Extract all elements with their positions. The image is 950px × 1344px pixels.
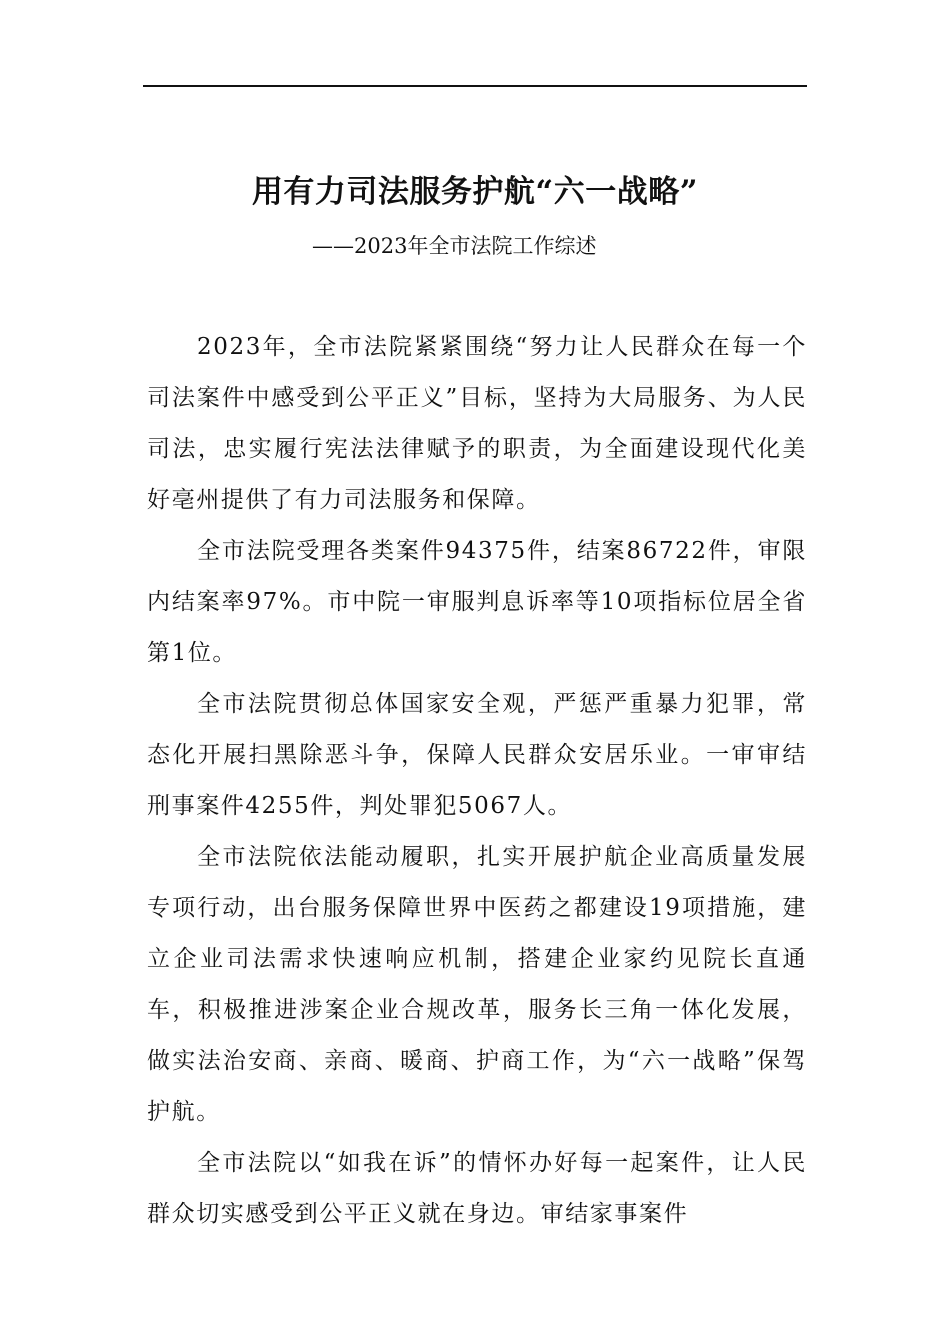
header-rule xyxy=(143,85,807,87)
document-body xyxy=(147,322,807,1240)
paragraph: 全市法院贯彻总体国家安全观，严惩严重暴力犯罪，常态化开展扫黑除恶斗争，保障人民群众安居乐业。一审审结刑事案件4255件，判处罪犯5067人。 xyxy=(147,691,807,819)
subtitle-text: ——2023年全市法院工作综述 xyxy=(312,234,597,258)
paragraph: 全市法院依法能动履职，扎实开展护航企业高质量发展专项行动，出台服务保障世界中医药之都建设19项措施，建立企业司法需求快速响应机制，搭建企业家约见院长直通车，积极推进涉案企业合规改革，服务长三角一体化发展，做实法治安商、亲商、暖商、护商工作，为“六一战略”保驾护航。 xyxy=(147,844,807,1125)
paragraph: 全市法院以“如我在诉”的情怀办好每一起案件，让人民群众切实感受到公平正义就在身边。审结家事案件 xyxy=(147,1150,807,1227)
paragraph: 2023年，全市法院紧紧围绕“努力让人民群众在每一个司法案件中感受到公平正义”目标，坚持为大局服务、为人民司法，忠实履行宪法法律赋予的职责，为全面建设现代化美好亳州提供了有力司法服务和保障。 xyxy=(147,334,807,513)
document-title: 用有力司法服务护航“六一战略” xyxy=(251,174,699,210)
paragraph: 全市法院受理各类案件94375件，结案86722件，审限内结案率97%。市中院一审服判息诉率等10项指标位居全省第1位。 xyxy=(147,538,807,666)
